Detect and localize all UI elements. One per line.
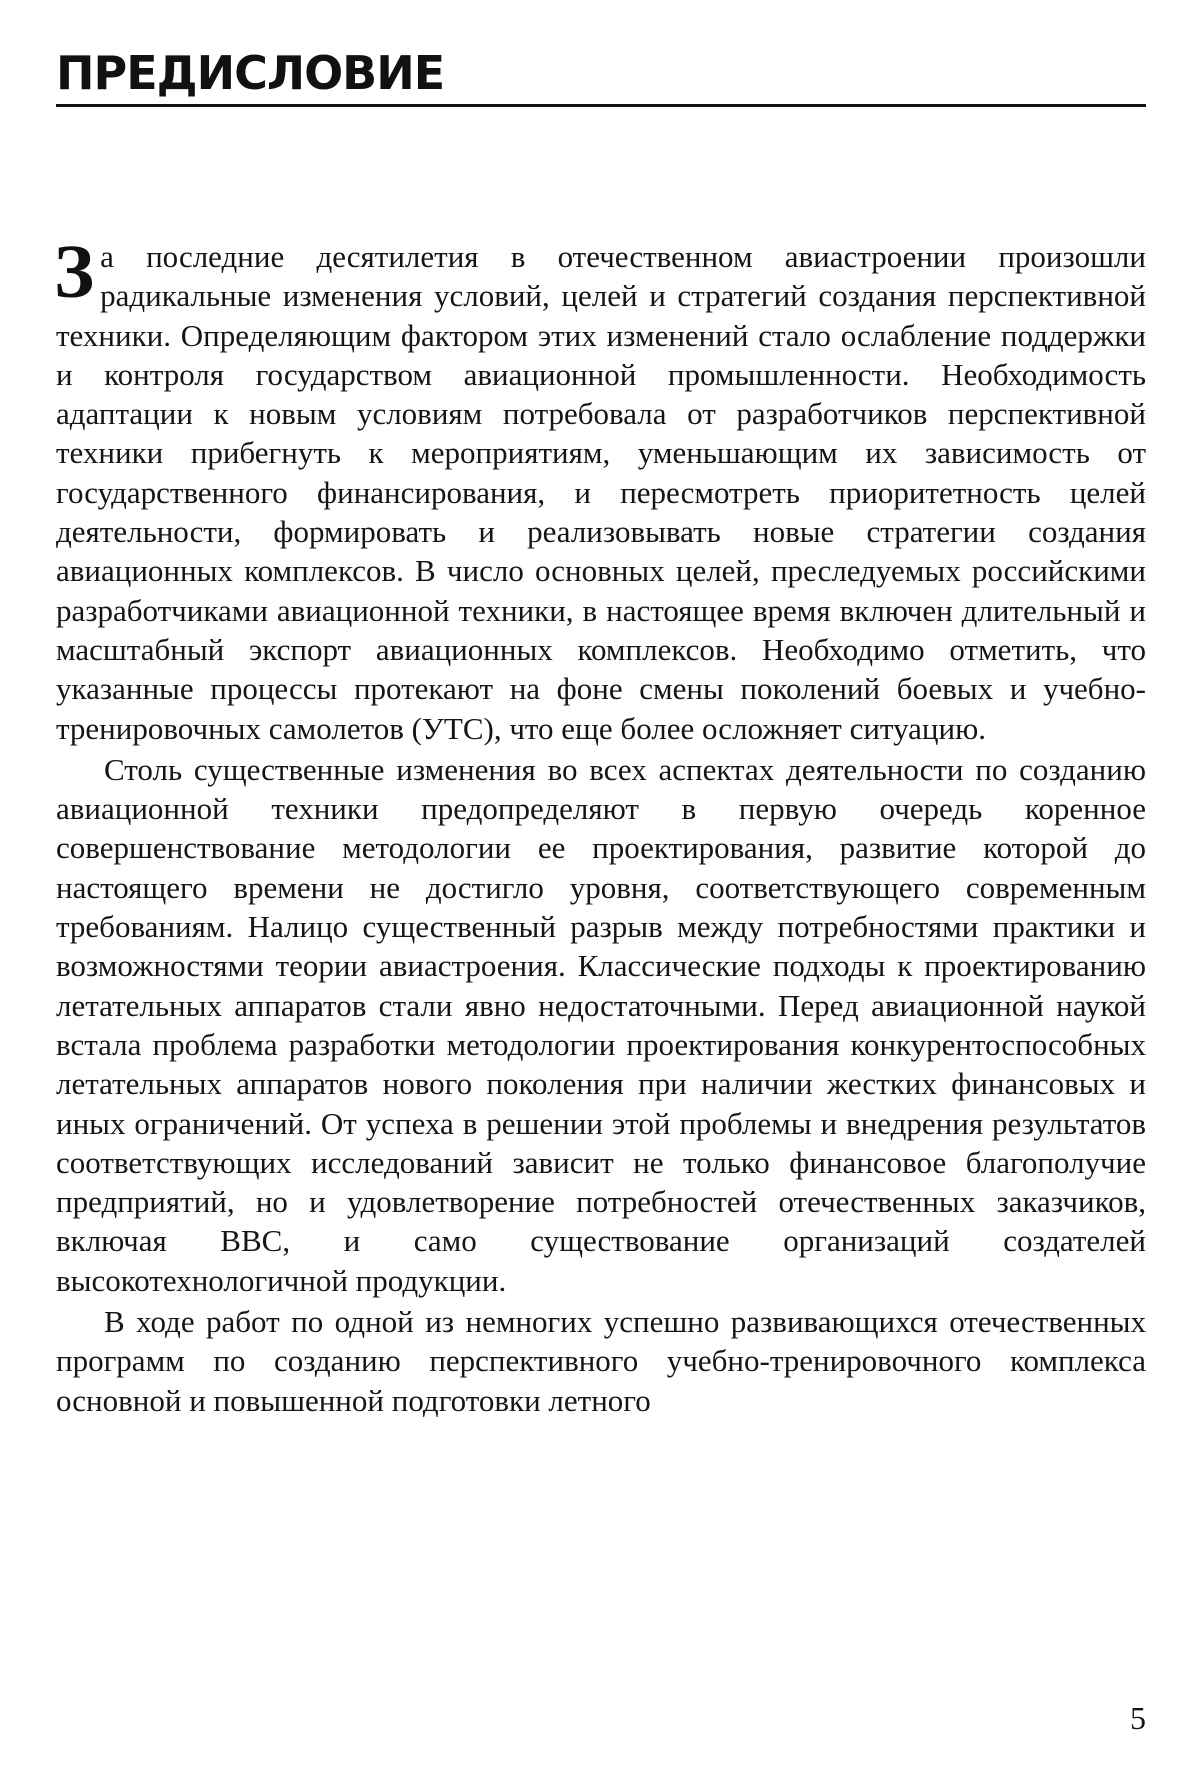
- drop-cap-letter: З: [54, 230, 95, 314]
- heading-underline: [56, 104, 1146, 107]
- page-number: 5: [1130, 1700, 1146, 1736]
- paragraph-1: [54, 230, 1146, 748]
- paragraph-3: В ходе работ по одной из немногих успешно развивающихся отечественных программ по созданию перспективного учебно-тренировочного комплекса основной и повышенной подготовки летного: [56, 1304, 1146, 1418]
- paragraph-1-text: а последние десятилетия в отечественном авиастроении произошли радикальные изменения условий, целей и стратегий создания перспективной техники. Определяющим фактором этих изменений стало ослабление поддержки и контроля государством авиационной промышленности. Необходимость адаптации к новым условиям потребовала от разработчиков перспективной техники прибегнуть к мероприятиям, уменьшающим их зависимость от государственного финансирования, и пересмотреть приоритетность целей деятельности, формировать и реализовывать новые стратегии создания авиационных комплексов. В число основных целей, преследуемых российскими разработчиками авиационной техники, в настоящее время включен длительный и масштабный экспорт авиационных комплексов. Необходимо отметить, что указанные процессы протекают на фоне смены поколений боевых и учебно-тренировочных самолетов (УТС), что еще более осложняет ситуацию.: [56, 239, 1146, 746]
- paragraph-2: Столь существенные изменения во всех аспектах деятельности по созданию авиационной техники предопределяют в первую очередь коренное совершенствование методологии ее проектирования, развитие которой до настоящего времени не достигло уровня, соответствующего современным требованиям. Налицо существенный разрыв между потребностями практики и возможностями теории авиастроения. Классические подходы к проектированию летательных аппаратов стали явно недостаточными. Перед авиационной наукой встала проблема разработки методологии проектирования конкурентоспособных летательных аппаратов нового поколения при наличии жестких финансовых и иных ограничений. От успеха в решении этой проблемы и внедрения результатов соответствующих исследований зависит не только финансовое благополучие предприятий, но и удовлетворение потребностей отечественных заказчиков, включая ВВС, и само существование организаций создателей высокотехнологичной продукции.: [56, 751, 1146, 1298]
- body-text: [54, 230, 1146, 1422]
- chapter-heading: ПРЕДИСЛОВИЕ: [56, 46, 445, 100]
